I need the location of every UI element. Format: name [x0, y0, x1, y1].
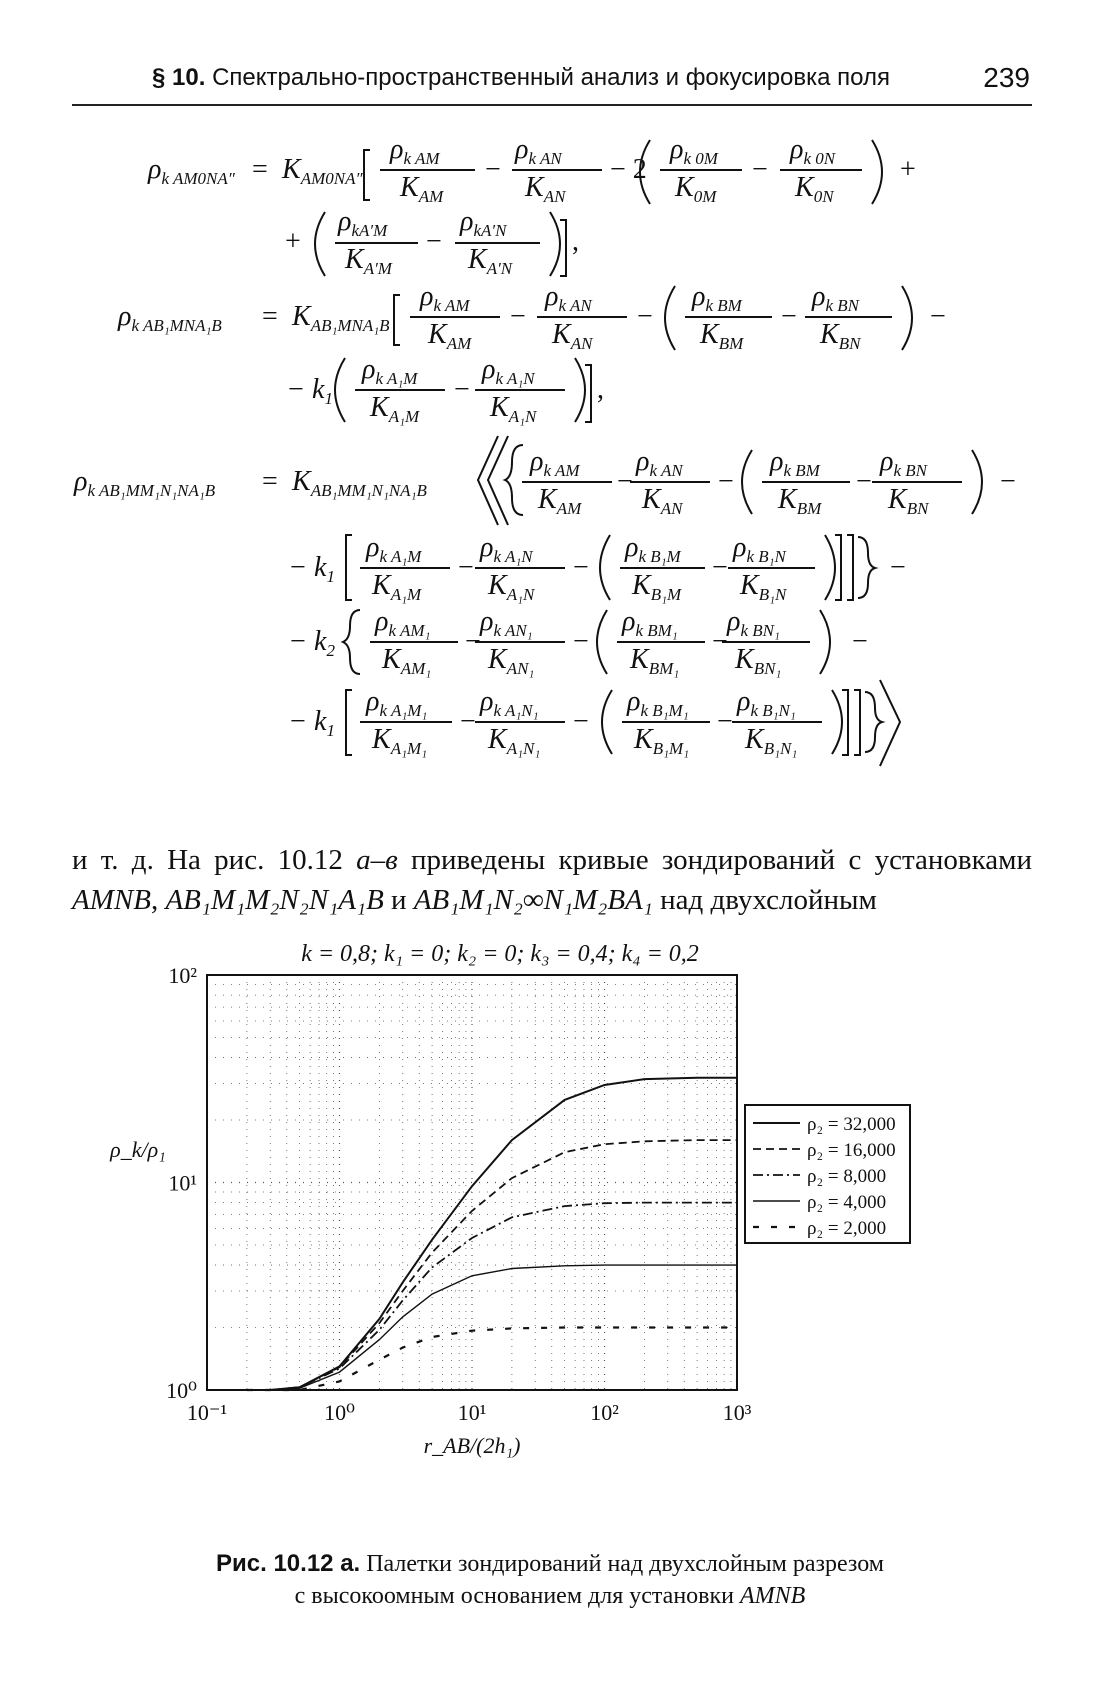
svg-text:−: − — [288, 374, 304, 405]
array-ab1m1n2inf: AB₁M₁N₂∞N₁M₂BA₁ — [413, 884, 653, 916]
x-tick-label: 10⁰ — [324, 1400, 355, 1425]
series-line-5 — [247, 1328, 737, 1391]
legend-label: ρ₂ = 16,000 — [807, 1140, 896, 1161]
legend-label: ρ₂ = 8,000 — [807, 1166, 887, 1187]
svg-text:KAN₁: $K_{AN_1}$ — [488, 644, 535, 678]
svg-text:−: − — [856, 466, 872, 497]
para-fig-range: а–в — [356, 844, 398, 876]
array-amnb: AMNB — [72, 884, 151, 916]
svg-text:k1: $k_1$ — [312, 374, 333, 408]
x-tick-label: 10¹ — [457, 1400, 487, 1425]
caption-array: AMNB — [740, 1583, 806, 1609]
svg-text:−: − — [290, 626, 306, 657]
svg-text:−: − — [573, 626, 589, 657]
svg-text:−: − — [510, 301, 526, 332]
svg-text:=: = — [262, 301, 278, 332]
figure-caption — [130, 1548, 970, 1612]
svg-text:−: − — [717, 706, 733, 737]
svg-text:−: − — [781, 301, 797, 332]
svg-text:ρk A₁M: $\rho_{k A_1M}$ — [366, 532, 422, 566]
svg-text:−: − — [718, 466, 734, 497]
svg-text:KAM: $K_{AM}$ — [400, 172, 444, 206]
svg-text:−: − — [617, 466, 633, 497]
svg-text:ρk BN: $\rho_{k BN}$ — [880, 446, 927, 480]
svg-text:KB₁N: $K_{B_1N}$ — [740, 570, 787, 604]
x-tick-label: 10² — [590, 1400, 619, 1425]
legend-label: ρ₂ = 4,000 — [807, 1192, 887, 1213]
y-tick-label: 10² — [168, 963, 197, 988]
svg-text:ρk BN₁: $\rho_{k BN_1}$ — [727, 606, 780, 640]
svg-text:ρk B₁N₁: $\rho_{k B_1N_1}$ — [737, 686, 796, 720]
svg-text:KBM₁: $K_{BM_1}$ — [630, 644, 680, 678]
legend-label: ρ₂ = 2,000 — [807, 1218, 887, 1239]
chart-legend — [745, 1105, 910, 1243]
svg-text:ρkA′N: $\rho_{kA'N}$ — [460, 206, 507, 240]
svg-text:ρk AB₁MNA₁B: $\rho_{k AB_1MNA_1B}$ — [118, 301, 222, 335]
svg-text:ρk B₁M: $\rho_{k B_1M}$ — [625, 532, 681, 566]
svg-text:KA′N: $K_{A'N}$ — [468, 244, 513, 278]
svg-text:ρk A₁M₁: $\rho_{k A_1M_1}$ — [366, 686, 428, 720]
svg-text:,: , — [597, 374, 604, 405]
svg-text:ρk AM: $\rho_{k AM}$ — [420, 281, 470, 315]
x-tick-label: 10³ — [722, 1400, 752, 1425]
svg-text:ρk B₁M₁: $\rho_{k B_1M_1}$ — [627, 686, 689, 720]
svg-text:−: − — [485, 154, 501, 185]
svg-text:=: = — [262, 466, 278, 497]
svg-text:ρk A₁N: $\rho_{k A_1N}$ — [482, 354, 535, 388]
svg-text:ρk A₁N: $\rho_{k A_1N}$ — [480, 532, 533, 566]
svg-text:KBN: $K_{BN}$ — [820, 319, 861, 353]
svg-text:ρk AN: $\rho_{k AN}$ — [515, 134, 562, 168]
sounding-curves-chart — [100, 935, 1000, 1535]
caption-line2: с высокоомным основанием для установки — [294, 1583, 741, 1609]
svg-text:−: − — [460, 706, 476, 737]
svg-text:KB₁M: $K_{B_1M}$ — [632, 570, 682, 604]
svg-text:−: − — [890, 552, 906, 583]
svg-text:KBM: $K_{BM}$ — [700, 319, 744, 353]
svg-text:K0M: $K_{0M}$ — [675, 172, 717, 206]
svg-text:−: − — [573, 706, 589, 737]
svg-text:ρkA′M: $\rho_{kA'M}$ — [338, 206, 388, 240]
svg-text:ρk 0N: $\rho_{k 0N}$ — [790, 134, 836, 168]
svg-text:ρk B₁N: $\rho_{k B_1N}$ — [733, 532, 786, 566]
svg-text:−: − — [573, 552, 589, 583]
svg-text:−: − — [426, 226, 442, 257]
svg-text:KA′M: $K_{A'M}$ — [345, 244, 392, 278]
para-tail: над двухслойным — [652, 884, 877, 916]
x-axis-label: r_AB/(2h₁) — [423, 1433, 521, 1458]
svg-text:KA₁M₁: $K_{A_1M_1}$ — [372, 724, 428, 758]
svg-text:−: − — [712, 626, 728, 657]
svg-text:KBN: $K_{BN}$ — [888, 484, 929, 518]
svg-text:−: − — [712, 552, 728, 583]
svg-text:KAM0NA″: $K_{AM0NA''}$ — [282, 154, 363, 188]
svg-text:KAN: $K_{AN}$ — [642, 484, 683, 518]
svg-text:k2: $k_2$ — [314, 626, 335, 660]
svg-text:ρk BM: $\rho_{k BM}$ — [770, 446, 820, 480]
svg-text:−: − — [465, 626, 481, 657]
series-line-3 — [247, 1203, 737, 1390]
svg-text:KAB₁MNA₁B: $K_{AB_1MNA_1B}$ — [292, 301, 390, 335]
page-number: 239 — [983, 62, 1030, 93]
svg-text:KAM₁: $K_{AM_1}$ — [382, 644, 432, 678]
y-tick-label: 10⁰ — [166, 1378, 197, 1403]
y-tick-label: 10¹ — [168, 1170, 197, 1196]
svg-text:KA₁N: $K_{A_1N}$ — [490, 392, 537, 426]
svg-text:KAM: $K_{AM}$ — [538, 484, 582, 518]
svg-text:KA₁N₁: $K_{A_1N_1}$ — [488, 724, 541, 758]
svg-text:ρk AM0NA″: $\rho_{k AM0NA''}$ — [148, 154, 235, 188]
svg-text:KBN₁: $K_{BN_1}$ — [735, 644, 782, 678]
svg-text:−: − — [458, 552, 474, 583]
chart-grid — [207, 975, 737, 1390]
svg-text:−: − — [290, 706, 306, 737]
svg-text:k1: $k_1$ — [314, 706, 335, 740]
para-sep-and: и — [383, 884, 414, 916]
para-lead: и т. д. На рис. 10.12 — [72, 844, 343, 876]
svg-text:−: − — [852, 626, 868, 657]
svg-text:ρk BM: $\rho_{k BM}$ — [692, 281, 742, 315]
svg-text:=: = — [252, 154, 268, 185]
legend-label: ρ₂ = 32,000 — [807, 1114, 896, 1135]
svg-text:KAN: $K_{AN}$ — [525, 172, 566, 206]
chart-title: k = 0,8; k₁ = 0; k₂ = 0; k₃ = 0,4; k₄ = 0,2 — [301, 941, 699, 967]
svg-text:−: − — [752, 154, 768, 185]
svg-text:ρk BM₁: $\rho_{k BM_1}$ — [622, 606, 678, 640]
svg-text:KA₁N: $K_{A_1N}$ — [488, 570, 535, 604]
svg-text:ρk AN: $\rho_{k AN}$ — [636, 446, 683, 480]
svg-text:ρk AM: $\rho_{k AM}$ — [390, 134, 440, 168]
chart-series — [247, 1078, 737, 1390]
caption-line1: Палетки зондирований над двухслойным разрезом — [360, 1551, 884, 1577]
para-mid: приведены кривые зондирований с установками — [397, 844, 1032, 876]
svg-text:−: − — [637, 301, 653, 332]
svg-text:−: − — [930, 301, 946, 332]
svg-text:ρk AN: $\rho_{k AN}$ — [545, 281, 592, 315]
svg-text:KA₁M: $K_{A_1M}$ — [372, 570, 422, 604]
svg-text:ρk A₁N₁: $\rho_{k A_1N_1}$ — [480, 686, 539, 720]
svg-text:,: , — [572, 226, 579, 257]
svg-text:ρk AM₁: $\rho_{k AM_1}$ — [375, 606, 431, 640]
svg-text:−: − — [1000, 466, 1016, 497]
caption-label: Рис. 10.12 а. — [216, 1550, 361, 1577]
svg-text:+: + — [900, 154, 916, 185]
svg-text:−: − — [454, 374, 470, 405]
svg-text:ρk AM: $\rho_{k AM}$ — [530, 446, 580, 480]
section-number: § 10. — [152, 64, 206, 91]
y-axis-label: ρ_k/ρ₁ — [110, 1137, 166, 1162]
svg-text:−: − — [290, 552, 306, 583]
svg-text:K0N: $K_{0N}$ — [795, 172, 834, 206]
svg-text:ρk 0M: $\rho_{k 0M}$ — [670, 134, 718, 168]
svg-text:ρk AB₁MM₁N₁NA₁B: $\rho_{k AB_1MM_1N_1NA_1B}$ — [74, 466, 216, 500]
array-ab1m1m2n2n1a1b: AB₁M₁M₂N₂N₁A₁B — [165, 884, 384, 916]
svg-text:KB₁M₁: $K_{B_1M_1}$ — [634, 724, 690, 758]
svg-text:KB₁N₁: $K_{B_1N_1}$ — [745, 724, 798, 758]
svg-text:KAM: $K_{AM}$ — [428, 319, 472, 353]
section-title: Спектрально-пространственный анализ и фокусировка поля — [212, 64, 890, 91]
svg-text:KBM: $K_{BM}$ — [778, 484, 822, 518]
series-line-1 — [247, 1078, 737, 1390]
svg-text:ρk AN₁: $\rho_{k AN_1}$ — [480, 606, 533, 640]
svg-text:− 2: − 2 — [610, 154, 647, 185]
x-tick-label: 10⁻¹ — [186, 1400, 228, 1425]
para-sep: , — [150, 884, 166, 916]
body-paragraph — [72, 840, 1032, 920]
svg-text:+: + — [285, 226, 301, 257]
svg-text:ρk BN: $\rho_{k BN}$ — [812, 281, 859, 315]
svg-text:KAN: $K_{AN}$ — [552, 319, 593, 353]
axis-ticks — [166, 963, 752, 1425]
svg-text:ρk A₁M: $\rho_{k A_1M}$ — [362, 354, 418, 388]
svg-text:KAB₁MM₁N₁NA₁B: $K_{AB_1MM_1N_1NA_1B}$ — [292, 466, 427, 500]
svg-text:k1: $k_1$ — [314, 552, 335, 586]
svg-text:KA₁M: $K_{A_1M}$ — [370, 392, 420, 426]
